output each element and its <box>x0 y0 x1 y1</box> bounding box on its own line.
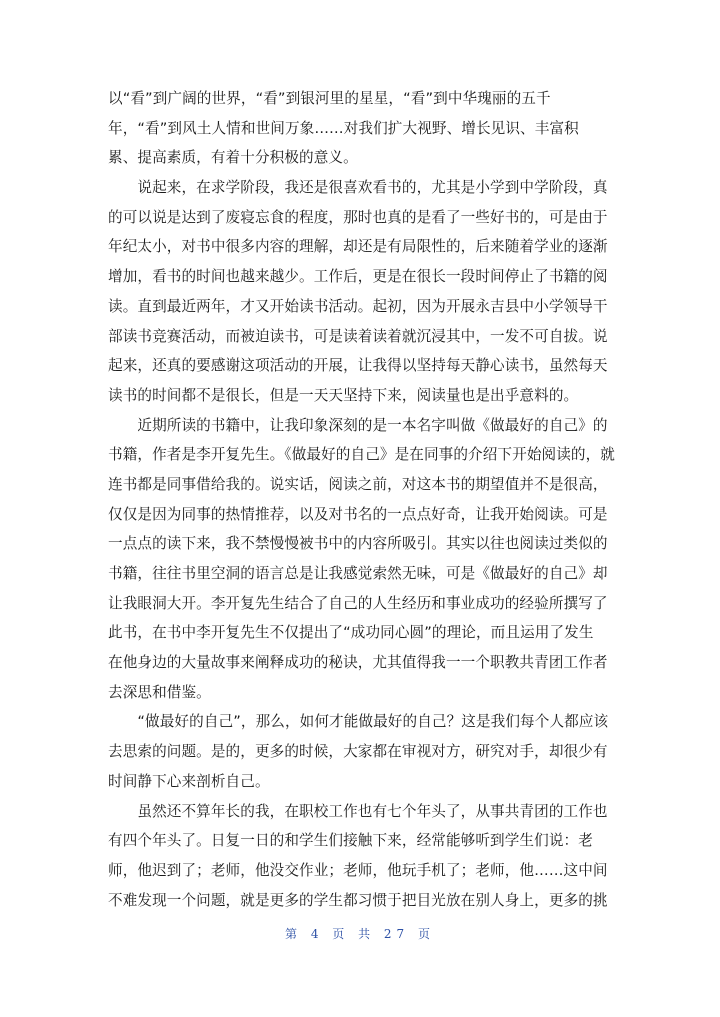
text-line: 虽然还不算年长的我，在职校工作也有七个年头了，从事共青团的工作也 <box>108 802 608 820</box>
text-line: 起来，还真的要感谢这项活动的开展，让我得以坚持每天静心读书，虽然每天 <box>108 357 608 375</box>
text-line: 以“看”到广阔的世界，“看”到银河里的星星，“看”到中华瑰丽的五千 <box>108 90 551 107</box>
text-line: 时间静下心来剖析自己。 <box>108 772 270 790</box>
document-body <box>108 84 618 915</box>
text-line: 有四个年头了。日复一日的和学生们接触下来，经常能够听到学生们说：老 <box>108 832 593 850</box>
text-line: 一点点的读下来，我不禁慢慢被书中的内容所吸引。其实以往也阅读过类似的 <box>108 535 608 553</box>
text-line: 书籍，作者是李开复先生。《做最好的自己》是在同事的介绍下开始阅读的，就 <box>108 446 615 464</box>
text-line: 书籍，往往书里空洞的语言总是让我感觉索然无味，可是《做最好的自己》却 <box>108 565 608 582</box>
text-line: 此书，在书中李开复先生不仅提出了“成功同心圆”的理论，而且运用了发生 <box>108 624 594 642</box>
text-line: “做最好的自己”，那么，如何才能做最好的自己？这是我们每个人都应该 <box>108 713 609 731</box>
text-line: 不难发现一个问题，就是更多的学生都习惯于把目光放在别人身上，更多的挑 <box>108 891 608 909</box>
text-line: 年纪太小，对书中很多内容的理解，却还是有局限性的，后来随着学业的逐渐 <box>108 238 608 256</box>
text-line: 在他身边的大量故事来阐释成功的秘诀，尤其值得我一一个职教共青团工作者 <box>108 654 608 672</box>
text-line: 仅仅是因为同事的热情推荐，以及对书名的一点点好奇，让我开始阅读。可是 <box>108 505 608 523</box>
text-line: 去思索的问题。是的，更多的时候，大家都在审视对方，研究对手，却很少有 <box>108 743 608 761</box>
text-line: 的可以说是达到了废寝忘食的程度，那时也真的是看了一些好书的，可是由于 <box>108 208 608 226</box>
text-line: 去深思和借鉴。 <box>108 683 211 701</box>
text-line: 年，“看”到风土人情和世间万象……对我们扩大视野、增长见识、丰富积 <box>108 119 579 137</box>
text-line: 读书的时间都不是很长，但是一天天坚持下来，阅读量也是出乎意料的。 <box>108 386 579 404</box>
text-line: 连书都是同事借给我的。说实话，阅读之前，对这本书的期望值并不是很高， <box>108 475 608 493</box>
text-line: 部读书竞赛活动，而被迫读书，可是读着读着就沉浸其中，一发不可自拔。说 <box>108 327 608 345</box>
text-line: 让我眼洞大开。李开复先生结合了自己的人生经历和事业成功的经验所撰写了 <box>108 594 608 612</box>
text-line: 累、提高素质，有着十分积极的意义。 <box>108 149 358 167</box>
text-line: 近期所读的书籍中，让我印象深刻的是一本名字叫做《做最好的自己》的 <box>108 416 608 434</box>
text-line: 增加，看书的时间也越来越少。工作后，更是在很长一段时间停止了书籍的阅 <box>108 268 608 286</box>
page-number-footer: 第 4 页 共 27 页 <box>285 927 435 941</box>
text-line: 读。直到最近两年，才又开始读书活动。起初，因为开展永吉县中小学领导干 <box>108 297 608 315</box>
text-line: 说起来，在求学阶段，我还是很喜欢看书的，尤其是小学到中学阶段，真 <box>108 179 608 197</box>
text-line: 师，他迟到了；老师，他没交作业；老师，他玩手机了；老师，他……这中间 <box>108 861 608 879</box>
